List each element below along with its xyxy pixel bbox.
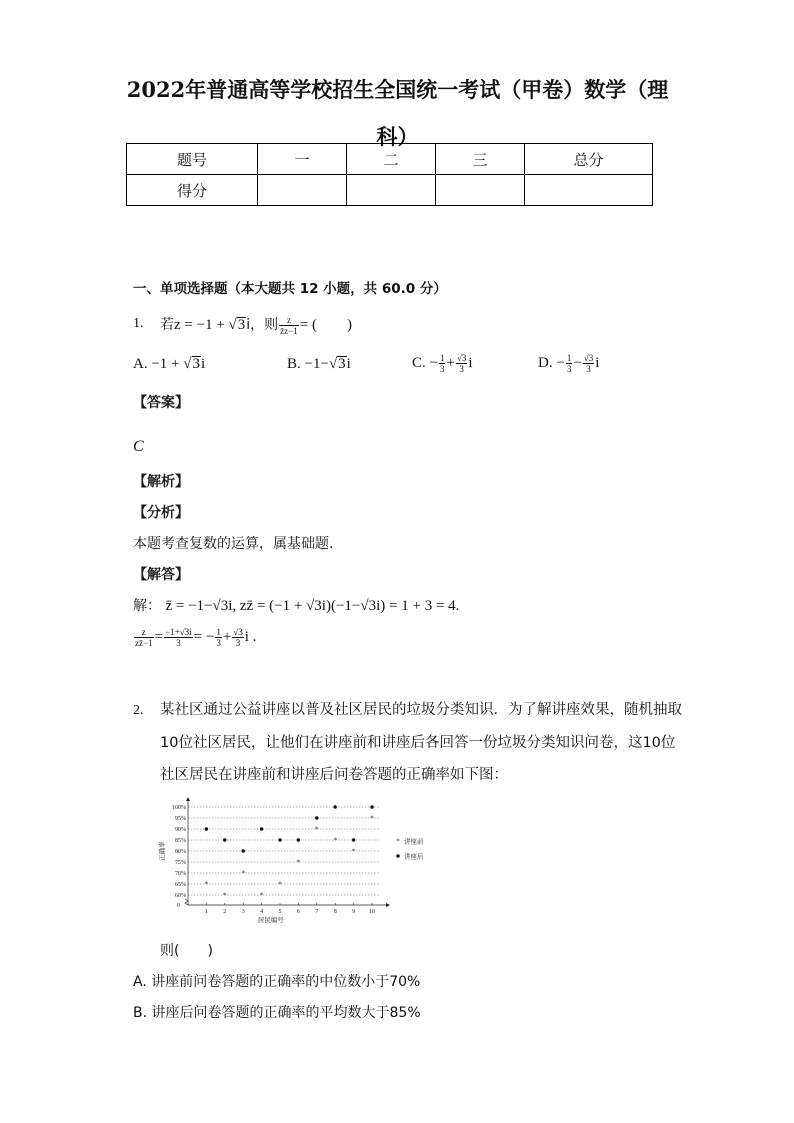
x-tick-label: 8 [333, 909, 337, 915]
option-c-fraction-2 [456, 353, 467, 374]
section-heading: 一、单项选择题（本大题共 12 小题，共 60.0 分） [133, 281, 447, 297]
jieda-tag: 【解答】 [133, 567, 189, 583]
after-lecture-point [297, 838, 300, 841]
solution-eq-sign: = [154, 628, 164, 645]
fraction-denominator: 3 [176, 638, 181, 648]
legend-label-before: 讲座前 [404, 838, 424, 846]
title-line-1: 2022年普通高等学校招生全国统一考试（甲卷）数学（理 [126, 77, 669, 102]
option-d-mid: − [573, 354, 582, 371]
after-lecture-point [334, 805, 337, 808]
option-c-mid: + [446, 354, 455, 371]
before-lecture-point: * [370, 813, 374, 823]
fraction-denominator: 3 [459, 364, 464, 374]
accuracy-scatter-chart [150, 795, 430, 927]
q2-option-b: B. 讲座后问卷答题的正确率的平均数大于85% [133, 1005, 421, 1021]
option-b-radicand: 3 [338, 356, 346, 372]
x-tick-label: 6 [296, 909, 300, 915]
answer-value: C [133, 438, 144, 455]
before-lecture-point: * [351, 846, 356, 856]
solution-plus: + [222, 628, 232, 645]
q1-stem-i: i，则 [246, 317, 279, 333]
legend-marker-after [396, 854, 399, 857]
fraction-denominator: 3 [216, 638, 221, 648]
q1-stem-suffix: = ( ) [299, 317, 352, 333]
solution-fraction-1 [134, 627, 154, 648]
legend-label-after: 讲座后 [404, 853, 424, 861]
solution-prefix: 解： [133, 598, 161, 614]
y-tick-label: 75% [175, 860, 186, 866]
score-empty-cell [347, 175, 436, 206]
x-tick-label: 4 [260, 909, 264, 915]
option-c-fraction-1 [439, 353, 446, 374]
y-tick-label: 90% [175, 827, 186, 833]
fraction-denominator: 3 [566, 364, 572, 374]
fraction-numerator: 1 [566, 353, 572, 363]
before-lecture-point: * [222, 890, 227, 900]
y-tick-label: 65% [175, 882, 186, 888]
y-tick-label: 80% [175, 849, 186, 855]
solution-equation-1: z̄ = −1−√3i, zz̄ = (−1 + √3i)(−1−√3i) = 1 + 3 = 4. [165, 598, 460, 614]
solution-fraction-4 [232, 627, 243, 648]
title-line-2: 科） [376, 124, 419, 149]
after-lecture-point [260, 827, 263, 830]
option-label: D. [538, 354, 553, 371]
fraction-numerator: z [279, 315, 299, 326]
option-d-post: i [595, 354, 600, 371]
q1-stem-prefix: 若 [160, 317, 174, 333]
after-lecture-point [223, 838, 226, 841]
solution-line-1 [133, 595, 459, 615]
question-number: 2. [133, 703, 144, 718]
fraction-numerator: √3 [233, 627, 243, 637]
option-label: A. [133, 356, 148, 372]
q1-option-a: A. −1 + √3i [133, 356, 206, 372]
solution-tail: i . [244, 628, 257, 645]
fraction-denominator: 3 [586, 364, 591, 374]
score-header-cell: 三 [436, 144, 525, 175]
before-lecture-point: * [204, 879, 209, 889]
x-tick-label: 10 [369, 909, 375, 915]
answer-tag: 【答案】 [133, 395, 189, 411]
axis-break-mark [185, 899, 188, 905]
fraction-denominator: 3 [439, 364, 445, 374]
score-row-label: 得分 [127, 175, 258, 206]
x-tick-label: 7 [315, 909, 319, 915]
fraction-denominator: z̄z−1 [280, 325, 298, 336]
before-lecture-point: * [314, 824, 319, 834]
fenxi-text: 本题考查复数的运算，属基础题． [133, 536, 343, 552]
fraction-numerator: √3 [583, 353, 594, 363]
score-table [126, 143, 653, 206]
option-a-post: i [201, 356, 206, 372]
option-b-post: i [346, 356, 351, 372]
y-axis-label: 正确率 [159, 841, 166, 861]
fraction-numerator: 1 [216, 627, 221, 637]
y-tick-label: 0 [177, 903, 180, 909]
y-axis-arrow [186, 797, 190, 801]
q1-stem-fraction [279, 315, 299, 336]
q1-option-d [538, 353, 599, 374]
solution-fraction-3 [215, 627, 222, 648]
q1-stem [160, 313, 352, 336]
x-tick-label: 2 [223, 909, 227, 915]
option-d-fraction-2 [583, 353, 594, 374]
option-label: C. [412, 354, 426, 371]
solution-fraction-2 [164, 627, 193, 648]
fraction-numerator: −1+√3i [165, 627, 192, 637]
before-lecture-point: * [241, 868, 246, 878]
score-header-cell: 一 [258, 144, 347, 175]
x-axis-arrow [386, 903, 390, 907]
after-lecture-point [370, 805, 373, 808]
x-axis-label: 居民编号 [257, 917, 284, 924]
q1-stem-radicand: 3 [237, 317, 246, 333]
q1-option-b: B. −1−√3i [287, 356, 351, 372]
after-lecture-point [315, 816, 318, 819]
y-tick-label: 85% [175, 838, 186, 844]
fraction-denominator: 3 [235, 638, 241, 648]
fraction-numerator: 1 [439, 353, 445, 363]
q2-then: 则( ) [160, 943, 213, 959]
before-lecture-point: * [278, 879, 282, 889]
after-lecture-point [242, 849, 245, 852]
question-number: 1. [133, 316, 144, 331]
option-c-post: i [468, 354, 473, 371]
x-tick-label: 5 [278, 909, 282, 915]
before-lecture-point: * [259, 890, 264, 900]
score-table-score-row [127, 175, 653, 206]
y-tick-label: 100% [172, 805, 186, 811]
score-header-cell: 二 [347, 144, 436, 175]
x-tick-label: 3 [241, 909, 245, 915]
after-lecture-point [352, 838, 355, 841]
score-empty-cell [258, 175, 347, 206]
score-header-cell: 总分 [525, 144, 653, 175]
option-a-pre: −1 + [151, 356, 184, 372]
after-lecture-point [205, 827, 208, 830]
fraction-numerator: √3 [456, 353, 467, 363]
q2-option-a: A. 讲座前问卷答题的正确率的中位数小于70% [133, 974, 421, 990]
after-lecture-point [278, 838, 281, 841]
solution-eq-sign-2: = − [193, 628, 215, 645]
q2-line-3: 社区居民在讲座前和讲座后问卷答题的正确率如下图： [160, 767, 508, 783]
score-empty-cell [436, 175, 525, 206]
option-c-sign: − [429, 354, 438, 371]
y-tick-label: 70% [175, 871, 186, 877]
before-lecture-point: * [296, 857, 301, 867]
legend-marker-before: * [396, 836, 400, 846]
q2-line-2: 10位社区居民，让他们在讲座前和讲座后各回答一份垃圾分类知识问卷，这10位 [160, 735, 676, 751]
score-header-cell: 题号 [127, 144, 258, 175]
option-label: B. [287, 356, 301, 372]
analysis-tag: 【解析】 [133, 474, 189, 490]
fenxi-tag: 【分析】 [133, 505, 189, 521]
option-b-pre: −1− [304, 356, 329, 372]
before-lecture-point: * [333, 835, 338, 845]
q1-stem-sqrt: √3 [228, 317, 246, 333]
score-table-header-row [127, 144, 653, 175]
q1-option-c [412, 353, 473, 374]
score-empty-cell [525, 175, 653, 206]
solution-line-2 [133, 627, 256, 648]
q1-stem-eq: z = −1 + [174, 317, 229, 333]
fraction-denominator: zz̄−1 [135, 638, 153, 648]
x-tick-label: 1 [204, 909, 208, 915]
y-tick-label: 95% [175, 816, 186, 822]
option-d-fraction-1 [566, 353, 573, 374]
fraction-numerator: z [134, 627, 154, 638]
y-tick-label: 60% [175, 893, 186, 899]
option-d-sign: − [556, 354, 565, 371]
x-tick-label: 9 [352, 909, 356, 915]
q2-line-1: 某社区通过公益讲座以普及社区居民的垃圾分类知识．为了解讲座效果，随机抽取 [160, 702, 682, 718]
option-a-radicand: 3 [192, 356, 200, 372]
